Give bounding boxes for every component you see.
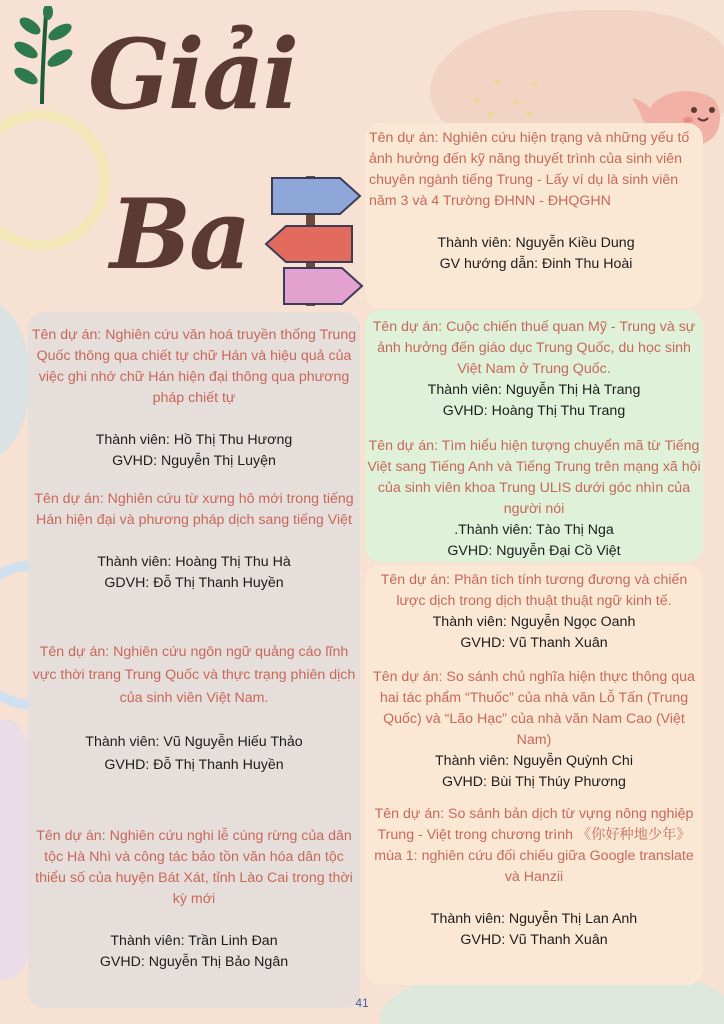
project-entry bbox=[367, 570, 701, 654]
project-entry bbox=[367, 128, 703, 275]
page-title: Giải bbox=[88, 18, 298, 131]
project-name: Tên dự án: Cuộc chiến thuế quan Mỹ - Trung và sự ảnh hưởng đến giáo dục Trung Quốc, du học sinh Việt Nam ở Trung Quốc. bbox=[372, 319, 696, 377]
project-advisor: GVHD: Bùi Thị Thúy Phương bbox=[442, 774, 626, 790]
project-name: Tên dự án: Tìm hiểu hiện tượng chuyển mã từ Tiếng Việt sang Tiếng Anh và Tiếng Trung trên mạng xã hội của sinh viên khoa Trung ULIS dưới góc nhìn của người nói bbox=[367, 438, 701, 517]
project-advisor: GVHD: Nguyễn Đại Cồ Việt bbox=[447, 543, 621, 559]
project-entry bbox=[30, 489, 358, 594]
leaf-icon bbox=[8, 6, 78, 106]
project-entry bbox=[30, 826, 358, 973]
decor-ring bbox=[0, 110, 110, 250]
project-member: Thành viên: Nguyễn Quỳnh Chi bbox=[435, 753, 633, 769]
project-member: Thành viên: Nguyễn Thị Lan Anh bbox=[430, 911, 638, 927]
project-advisor: GVHD: Hoàng Thị Thu Trang bbox=[442, 403, 626, 419]
project-advisor: GVHD: Nguyễn Thị Bảo Ngân bbox=[99, 954, 289, 970]
project-name: Tên dự án: Nghiên cứu nghi lễ cúng rừng của dân tộc Hà Nhì và công tác bảo tồn văn hóa dân tộc thiểu số của huyện Bát Xát, tỉnh Lào Cai trong thời kỳ mới bbox=[35, 828, 353, 907]
project-name: Tên dự án: Nghiên cứu văn hoá truyền thống Trung Quốc thông qua chiết tự chữ Hán và hiệu quả của việc ghi nhớ chữ Hán hiện đại thông qua phương pháp chiết tự bbox=[31, 327, 357, 406]
project-name: Tên dự án: So sánh bản dịch từ vựng nông nghiệp Trung - Việt trong chương trình 《你好种地少年》 mùa 1: nghiên cứu đối chiếu giữa Google translate và Hanzii bbox=[374, 806, 694, 885]
project-advisor: GVHD: Nguyễn Thị Luyện bbox=[112, 453, 276, 469]
decor-dots bbox=[470, 70, 550, 120]
project-entry bbox=[367, 436, 701, 562]
signpost-icon bbox=[262, 172, 364, 308]
project-member: Thành viên: Hoàng Thị Thu Hà bbox=[97, 554, 291, 570]
project-advisor: GV hướng dẫn: Đinh Thu Hoài bbox=[439, 256, 633, 272]
project-member: Thành viên: Nguyễn Ngọc Oanh bbox=[432, 614, 636, 630]
project-entry bbox=[367, 667, 701, 793]
project-name: Tên dự án: Nghiên cứu ngôn ngữ quảng cáo lĩnh vực thời trang Trung Quốc và thực trạng phiên dịch của sinh viên Việt Nam. bbox=[32, 644, 356, 706]
project-advisor: GDVH: Đỗ Thị Thanh Huyền bbox=[104, 575, 284, 591]
project-member: .Thành viên: Tào Thị Nga bbox=[454, 522, 614, 538]
project-entry bbox=[367, 317, 701, 422]
project-advisor: GVHD: Vũ Thanh Xuân bbox=[460, 932, 608, 948]
project-name: Tên dự án: So sánh chủ nghĩa hiện thực thông qua hai tác phẩm “Thuốc” của nhà văn Lỗ Tấn (Trung Quốc) và “Lão Hạc” của nhà văn Nam Cao (Việt Nam) bbox=[373, 669, 695, 748]
project-entry bbox=[30, 641, 358, 777]
project-member: Thành viên: Trần Linh Đan bbox=[110, 933, 278, 949]
decor-blob bbox=[0, 300, 30, 460]
project-member: Thành viên: Hồ Thị Thu Hương bbox=[95, 432, 293, 448]
page-number: 41 bbox=[355, 996, 369, 1010]
page-title-line2: Ba bbox=[110, 178, 250, 291]
project-member: Thành viên: Vũ Nguyễn Hiếu Thảo bbox=[85, 734, 303, 750]
project-name: Tên dự án: Nghiên cứu từ xưng hô mới trong tiếng Hán hiện đại và phương pháp dịch sang tiếng Việt bbox=[34, 491, 354, 528]
project-member: Thành viên: Nguyễn Thị Hà Trang bbox=[427, 382, 641, 398]
project-entry bbox=[367, 804, 701, 951]
project-advisor: GVHD: Vũ Thanh Xuân bbox=[460, 635, 608, 651]
project-member: Thành viên: Nguyễn Kiều Dung bbox=[437, 235, 635, 251]
project-entry bbox=[30, 325, 358, 472]
project-name: Tên dự án: Phân tích tính tương đương và chiến lược dịch trong dịch thuật thuật ngữ kinh tế. bbox=[380, 572, 688, 609]
project-advisor: GVHD: Đỗ Thị Thanh Huyền bbox=[104, 757, 284, 773]
project-name: Tên dự án: Nghiên cứu hiện trạng và những yếu tố ảnh hưởng đến kỹ năng thuyết trình của sinh viên chuyên ngành tiếng Trung - Lấy ví dụ là sinh viên năm 3 và 4 Trường ĐHNN - ĐHQGHN bbox=[369, 130, 690, 209]
